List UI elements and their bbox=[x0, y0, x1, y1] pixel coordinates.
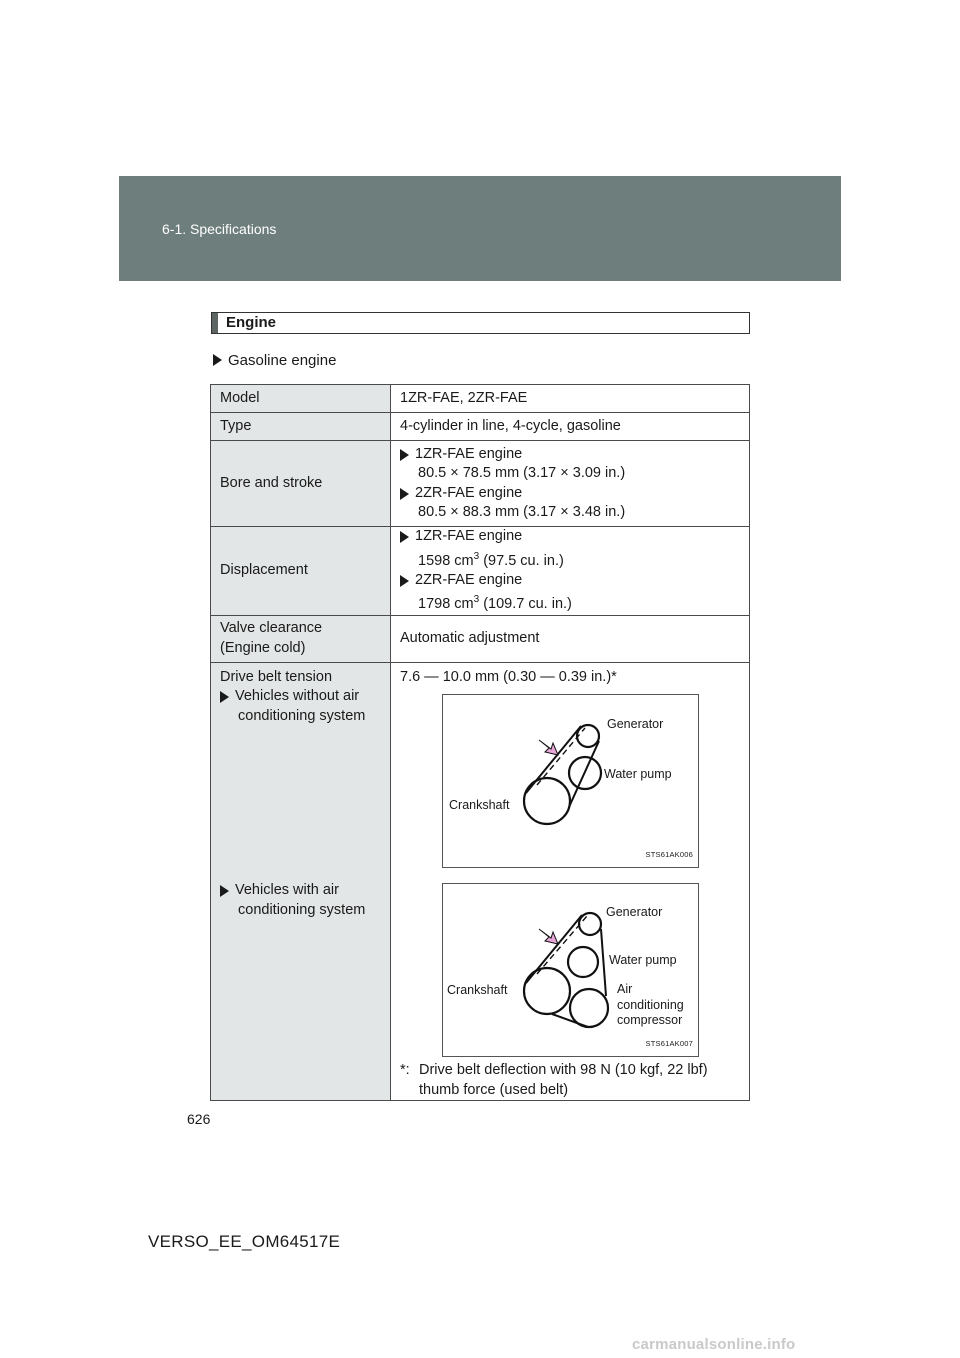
value-cell: Automatic adjustment bbox=[391, 615, 750, 662]
label-line: conditioning system bbox=[238, 901, 366, 918]
list-item bbox=[400, 445, 740, 465]
spacer bbox=[220, 726, 381, 881]
engine-name: 2ZR-FAE engine bbox=[415, 484, 523, 501]
list-item bbox=[220, 881, 381, 901]
value-cell: 4-cylinder in line, 4-cycle, gasoline bbox=[391, 413, 750, 441]
footnote-marker: *: bbox=[400, 1062, 410, 1079]
value-cell bbox=[391, 527, 750, 616]
label-line: conditioning system bbox=[238, 707, 366, 724]
triangle-bullet-icon bbox=[400, 488, 409, 500]
ac-label-line: compressor bbox=[617, 1013, 683, 1028]
triangle-bullet-icon bbox=[400, 449, 409, 461]
table-row-model bbox=[211, 385, 750, 413]
belt-diagram-with-ac bbox=[442, 883, 699, 1057]
value-rest: (109.7 cu. in.) bbox=[479, 596, 572, 613]
page-number: 626 bbox=[187, 1111, 211, 1127]
list-item bbox=[220, 687, 381, 707]
watermark: carmanualsonline.info bbox=[632, 1336, 796, 1353]
generator-label: Generator bbox=[606, 905, 663, 920]
value-cell bbox=[391, 662, 750, 1101]
generator-label: Generator bbox=[607, 717, 664, 732]
list-item bbox=[400, 571, 740, 591]
water-pump-label: Water pump bbox=[604, 767, 672, 782]
water-pump-label: Water pump bbox=[609, 953, 677, 968]
section-marker bbox=[212, 313, 218, 333]
triangle-bullet-icon bbox=[400, 575, 409, 587]
label-cell: Type bbox=[211, 413, 391, 441]
triangle-bullet-icon bbox=[213, 354, 222, 366]
table-row-bore-stroke bbox=[211, 441, 750, 527]
list-item bbox=[400, 484, 740, 504]
label-cell: Model bbox=[211, 385, 391, 413]
section-heading: 6-1. Specifications bbox=[162, 221, 277, 237]
label-cell bbox=[211, 662, 391, 1101]
value-cell bbox=[391, 441, 750, 527]
ac-label-line: Air bbox=[617, 982, 633, 997]
label-line: Vehicles with air bbox=[235, 882, 339, 899]
subsection-title bbox=[213, 352, 336, 369]
engine-name: 1ZR-FAE engine bbox=[415, 528, 523, 544]
label-line: Valve clearance bbox=[220, 620, 323, 637]
table-row-displacement bbox=[211, 527, 750, 616]
value-superscript: 3 bbox=[473, 550, 480, 562]
subsection-title-text: Gasoline engine bbox=[228, 352, 337, 369]
triangle-bullet-icon bbox=[400, 531, 409, 543]
label-cell bbox=[211, 615, 391, 662]
label-cell: Displacement bbox=[211, 527, 391, 616]
crankshaft-label: Crankshaft bbox=[449, 798, 510, 813]
ac-compressor-label bbox=[617, 982, 684, 1029]
triangle-bullet-icon bbox=[220, 691, 229, 703]
list-item-value: 80.5 × 88.3 mm (3.17 × 3.48 in.) bbox=[418, 504, 626, 520]
label-line: Vehicles without air bbox=[235, 688, 360, 705]
value-number: 1798 cm bbox=[418, 596, 474, 613]
table-row-drive-belt bbox=[211, 662, 750, 1101]
value-superscript: 3 bbox=[473, 594, 480, 606]
footnote bbox=[400, 1061, 740, 1100]
crankshaft-label: Crankshaft bbox=[447, 983, 508, 998]
value-rest: (97.5 cu. in.) bbox=[479, 552, 564, 569]
belt-diagram-without-ac bbox=[442, 694, 699, 868]
triangle-bullet-icon bbox=[220, 885, 229, 897]
list-item-value bbox=[400, 547, 740, 571]
table-row-valve-clearance bbox=[211, 615, 750, 662]
footnote-line: Drive belt deflection with 98 N (10 kgf, 22 lbf) bbox=[419, 1062, 708, 1079]
diagram-code: STS61AK006 bbox=[645, 849, 693, 859]
document-code: VERSO_EE_OM64517E bbox=[148, 1232, 341, 1251]
section-title: Engine bbox=[226, 314, 277, 331]
list-item bbox=[400, 527, 740, 547]
engine-name: 2ZR-FAE engine bbox=[415, 571, 523, 588]
value-cell: 1ZR-FAE, 2ZR-FAE bbox=[391, 385, 750, 413]
engine-spec-table bbox=[210, 384, 750, 1101]
value-number: 1598 cm bbox=[418, 552, 474, 569]
table-row-type bbox=[211, 413, 750, 441]
footnote-text bbox=[419, 1061, 708, 1100]
belt-tension-value: 7.6 — 10.0 mm (0.30 — 0.39 in.)* bbox=[400, 668, 617, 685]
diagram-code: STS61AK007 bbox=[645, 1038, 693, 1048]
footnote-line: thumb force (used belt) bbox=[419, 1081, 569, 1098]
label-cell: Bore and stroke bbox=[211, 441, 391, 527]
list-item-value: 80.5 × 78.5 mm (3.17 × 3.09 in.) bbox=[418, 465, 626, 481]
label-line: (Engine cold) bbox=[220, 639, 306, 656]
ac-label-line: conditioning bbox=[617, 997, 684, 1012]
section-title-bar bbox=[211, 312, 750, 334]
label-line: Drive belt tension bbox=[220, 668, 333, 685]
engine-name: 1ZR-FAE engine bbox=[415, 445, 523, 462]
list-item-value bbox=[400, 590, 740, 614]
